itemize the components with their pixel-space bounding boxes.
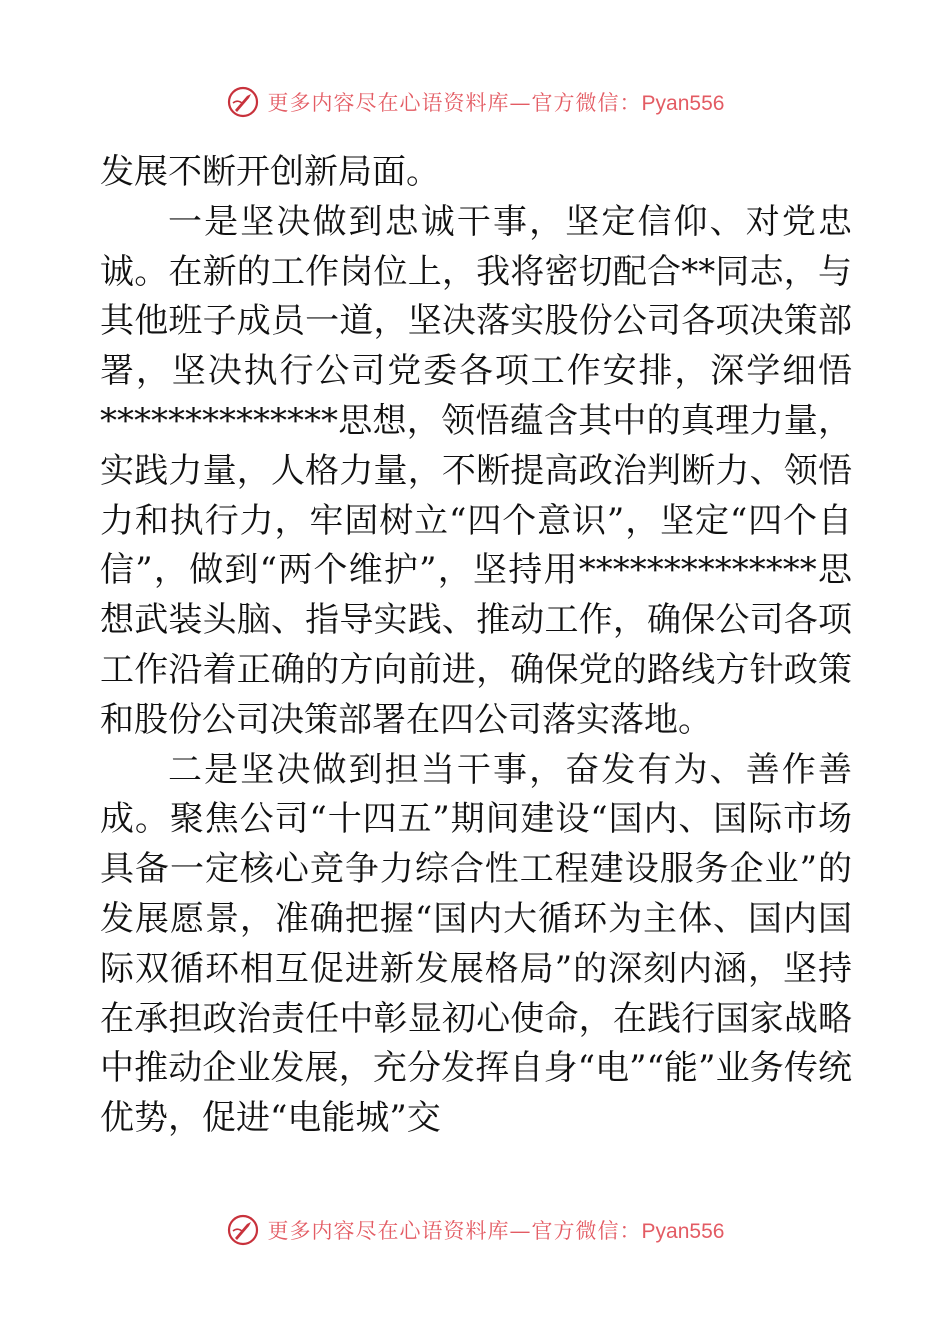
footer-banner-label: 更多内容尽在心语资料库—官方微信： (267, 1219, 642, 1243)
paragraph-loyalty: 一是坚决做到忠诚干事，坚定信仰、对党忠诚。在新的工作岗位上，我将密切配合**同志，与其他班子成员一道，坚决落实股份公司各项决策部署，坚决执行公司党委各项工作安排，深学细悟**************思想，领悟蕴含其中的真理力量，实践力量，人格力量，不断提高政治判断力、领悟力和执行力，牢固树立“四个意识”，坚定“四个自信”，做到“两个维护”，坚持用**************思想武装头脑、指导实践、推动工作，确保公司各项工作沿着正确的方向前进，确保党的路线方针政策和股份公司决策部署在四公司落实落地。 (100, 201, 852, 740)
footer-banner-brand: Pyan556 (641, 1220, 725, 1243)
header-banner (0, 82, 950, 122)
header-banner-brand: Pyan556 (641, 92, 725, 115)
footer-banner (0, 1210, 950, 1250)
document-body (100, 148, 852, 1144)
paragraph-continuation: 发展不断开创新局面。 (100, 152, 440, 192)
pen-nib-logo-icon (226, 1213, 260, 1247)
pen-nib-logo-icon (226, 85, 260, 119)
paragraph-responsibility: 二是坚决做到担当干事，奋发有为、善作善成。聚焦公司“十四五”期间建设“国内、国际市场具备一定核心竞争力综合性工程建设服务企业”的发展愿景，准确把握“国内大循环为主体、国内国际双循环相互促进新发展格局”的深刻内涵，坚持在承担政治责任中彰显初心使命，在践行国家战略中推动企业发展，充分发挥自身“电”“能”业务传统优势，促进“电能城”交 (100, 749, 852, 1139)
header-banner-text (268, 87, 725, 117)
footer-banner-text (268, 1215, 725, 1245)
header-banner-label: 更多内容尽在心语资料库—官方微信： (267, 91, 642, 115)
